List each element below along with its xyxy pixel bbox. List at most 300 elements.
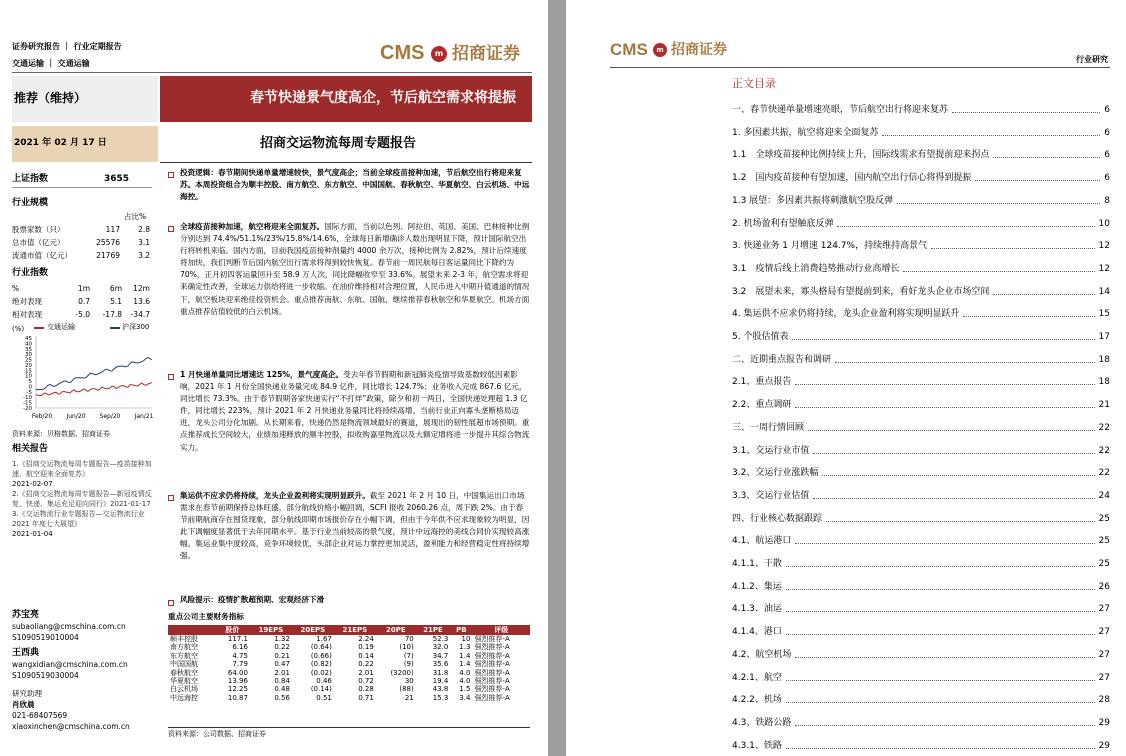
bullet-icon (168, 374, 174, 380)
related-reports-list (12, 459, 158, 539)
y-tick-label: 10 (25, 373, 32, 380)
toc-entry-page: 25 (1098, 559, 1110, 569)
toc-entry-label: 1. 多因素共振，航空将迎来全面复苏 (732, 127, 879, 138)
toc-entry[interactable] (732, 626, 1110, 638)
fin-table-title: 重点公司主要财务指标 (168, 612, 244, 621)
toc-entry-label: 3.3、交运行业估值 (732, 490, 810, 501)
paragraph-body: 受去年春节假期和新冠肺炎疫情导致基数较低因素影响，2021 年 1 月份全国快递业务量完成 84.9 亿件，同比增长 124.7%；业务收入完成 867.6 亿元，同比增长 73.3%。由于春节假期各家快递实行“不打烊”政策，除夕和初一两日，全国快递处理超 1.3 亿件，同比增长 223%，预计 2021 年 2 月快递业务量同比将持续高增。当前行业正向寡头垄断格局迈进，龙头公司分化加剧。从长期来看，快递仍然是物流领域最好的赛道，展现出的韧性展超市场预期。重点推荐成长空间较大，业绩加速释放的顺丰控股，拟收购嘉里物流以及大额定增将进一步提升其综合物流实力。 (180, 370, 530, 452)
analyst-cert: S1090519010004 (12, 633, 79, 642)
analyst-email[interactable]: subaoliang@cmschina.com.cn (12, 622, 126, 631)
table-cell: 0.28 (358, 685, 374, 694)
toc-leader-dots (813, 453, 1095, 454)
related-report-date: 2021-02-07 (12, 480, 53, 488)
paragraph-aviation (180, 221, 530, 367)
toc-entry-page: 29 (1098, 717, 1110, 728)
toc-entry-label: 二、近期重点报告和调研 (732, 354, 832, 365)
toc-entry-page: 24 (1098, 490, 1110, 501)
table-cell: 0.84 (274, 677, 290, 686)
toc-entry-label: 2. 机场盈利有望触底反弹 (732, 218, 834, 229)
title-banner (160, 76, 532, 122)
y-tick-label: -5 (26, 389, 32, 396)
toc-leader-dots (786, 589, 1095, 590)
table-cell: 强烈推荐-A (474, 635, 510, 643)
toc-entry[interactable] (732, 445, 1110, 457)
toc-entry[interactable] (732, 376, 1110, 388)
table-cell: 6.16 (232, 643, 248, 652)
paragraph-heading: 集运供不应求仍将持续，龙头企业盈利将实现明显跃升。 (180, 491, 370, 500)
table-row (168, 643, 530, 651)
table-cell: 强烈推荐-A (474, 660, 510, 669)
y-tick-label: 45 (25, 336, 32, 342)
perf-cell: -17.8 (102, 310, 122, 319)
toc-entry-page: 22 (1098, 468, 1110, 479)
perf-head-cell: % (12, 284, 20, 293)
toc-leader-dots (952, 112, 1100, 113)
toc-entry-label: 3.1 疫情后线上消费趋势推动行业高增长 (732, 263, 900, 274)
performance-title: 行业指数 (12, 268, 49, 278)
toc-entry[interactable] (732, 195, 1110, 207)
toc-entry-page: 6 (1104, 127, 1110, 138)
toc-leader-dots (993, 157, 1100, 158)
table-cell: 70 (404, 635, 414, 643)
perf-row-label: 绝对表现 (12, 297, 42, 306)
paragraph-heading: 全球疫苗接种加速，航空将迎来全面复苏。 (180, 222, 325, 231)
toc-entry-page: 6 (1104, 105, 1110, 115)
toc-entry-page: 25 (1098, 536, 1110, 547)
index-label: 上证指数 (12, 174, 49, 184)
investment-logic: 投资逻辑：春节期间快递单量增速较快，景气度高企；当前全球疫苗接种加速，节后航空出行将迎来复苏。本周投资组合为顺丰控股、南方航空、东方航空、中国国航、春秋航空、华夏航空、白云机场、中远海控。 (180, 168, 530, 202)
x-tick-label: Sep/20 (99, 413, 121, 420)
analyst-name: 王西典 (12, 648, 40, 658)
table-cell: 4.0 (459, 677, 471, 686)
table-cell: 3.4 (459, 693, 471, 702)
perf-cell: 13.6 (133, 297, 150, 306)
toc-entry[interactable] (732, 218, 1110, 230)
table-row (168, 685, 530, 693)
toc-leader-dots (795, 657, 1095, 658)
toc-leader-dots (792, 339, 1095, 340)
toc-entry[interactable] (732, 490, 1110, 502)
toc-entry-label: 1.1 全球疫苗接种比例持续上升，国际线需求有望提前迎来拐点 (732, 150, 990, 161)
toc-entry-page: 6 (1104, 150, 1110, 161)
analyst-2 (12, 648, 128, 681)
toc-entry[interactable] (732, 286, 1110, 298)
toc-entry-label: 4.1.1、干散 (732, 559, 782, 569)
toc-leader-dots (786, 634, 1095, 635)
table-cell: 35.6 (432, 660, 449, 669)
table-cell: 1.4 (459, 651, 471, 660)
toc-leader-dots (822, 475, 1095, 476)
scale-row-value: 25576 (96, 238, 120, 247)
toc-entry[interactable] (732, 694, 1110, 706)
table-cell: 32.0 (432, 643, 449, 652)
toc-entry[interactable] (732, 649, 1110, 661)
toc-entry-label: 4.1、航运港口 (732, 536, 792, 547)
y-tick-label: 30 (25, 352, 32, 359)
toc-leader-dots (826, 521, 1095, 522)
toc-entry-label: 5. 个股估值表 (732, 332, 789, 342)
related-report-item[interactable]: 3.《交运物流行业专题报告—交运物流行业 2021 年度七大展望》 (12, 510, 145, 528)
toc-entry-page: 22 (1098, 445, 1110, 456)
report-date: 2021 年 02 月 17 日 (14, 138, 107, 148)
table-row (168, 660, 530, 668)
perf-head-cell: 1m (77, 284, 90, 293)
index-performance-chart (12, 334, 154, 422)
toc-entry[interactable] (732, 104, 1110, 116)
table-cell: 13.96 (227, 677, 248, 686)
toc-entry[interactable] (732, 513, 1110, 525)
brand-name: 招商证券 (671, 42, 727, 58)
table-cell: 0.48 (274, 685, 290, 694)
table-cell: (7) (403, 651, 414, 660)
paragraph-express (180, 369, 530, 489)
toc-entry-page: 17 (1098, 332, 1110, 342)
x-tick-label: Jun/20 (66, 413, 86, 420)
toc-entry-label: 3.1、交运行业市值 (732, 445, 810, 456)
table-row (168, 652, 530, 660)
x-tick-label: Jan/21 (134, 413, 154, 420)
y-tick-label: 0 (28, 384, 32, 391)
banner-title: 春节快递景气度高企，节后航空需求将提振 (250, 90, 516, 106)
financial-indicators-table (168, 625, 530, 702)
table-cell: 10 (461, 635, 471, 643)
toc-entry-page: 22 (1098, 422, 1110, 433)
toc-entry[interactable] (732, 354, 1110, 366)
toc-entry-label: 3.2、交运行业涨跌幅 (732, 468, 819, 479)
toc-leader-dots (975, 180, 1100, 181)
toc-entry[interactable] (732, 308, 1110, 320)
title-divider (160, 162, 532, 163)
toc-entry-page: 29 (1098, 740, 1110, 751)
rating: 推荐（维持） (14, 91, 87, 105)
toc-entry-label: 4.2.2、机场 (732, 695, 782, 706)
table-cell: (10) (399, 643, 414, 652)
toc-entry[interactable] (732, 399, 1110, 411)
table-cell: 0.72 (358, 677, 374, 686)
y-tick-label: -15 (23, 400, 32, 407)
toc-entry[interactable] (732, 558, 1110, 570)
toc-leader-dots (795, 384, 1095, 385)
table-cell: 64.00 (227, 668, 248, 677)
table-cell: 强烈推荐-A (474, 685, 510, 694)
toc-leader-dots (795, 543, 1095, 544)
scale-row-label: 流通市值（亿元） (12, 251, 72, 260)
legend-swatch-transport (34, 327, 44, 329)
perf-cell: 5.1 (110, 297, 122, 306)
table-cell: 4.75 (232, 651, 248, 660)
toc-leader-dots (897, 203, 1100, 204)
toc-leader-dots (786, 611, 1095, 612)
toc-entry-page: 28 (1098, 695, 1110, 706)
scale-row-label: 股票家数（只） (12, 225, 65, 234)
table-cell: 0.22 (274, 643, 290, 652)
toc-entry-page: 12 (1098, 263, 1110, 274)
toc-leader-dots (808, 430, 1095, 431)
toc-entry-label: 1.2 国内疫苗接种有望加速，国内航空出行信心将得到提振 (732, 173, 972, 184)
table-cell: 52.3 (432, 635, 449, 643)
toc-entry-label: 2.2、重点调研 (732, 400, 792, 411)
related-report-item[interactable]: 2.《招商交运物流每周专题报告—新冠疫情反复，快递、集运充足迎向同行》2021-01-17 (12, 490, 152, 508)
toc-entry-label: 4.1.4、港口 (732, 627, 782, 638)
fin-table-source: 资料来源：公司数据、招商证券 (168, 730, 266, 738)
y-tick-label: 25 (25, 357, 32, 364)
table-cell: 4.0 (459, 668, 471, 677)
toc-entry-page: 27 (1098, 672, 1110, 683)
table-cell: 12.25 (227, 685, 248, 694)
toc-entry-label: 3. 快递业务 1 月增速 124.7%，持续维持高景气 (732, 241, 928, 252)
related-reports-title: 相关报告 (12, 444, 49, 454)
table-cell: 0.71 (358, 693, 374, 702)
toc-entry-page: 18 (1098, 354, 1110, 365)
toc-entry-label: 4.1.3、油运 (732, 604, 782, 615)
table-cell: 2.01 (274, 668, 290, 677)
table-cell: 华夏航空 (170, 677, 198, 686)
header-divider (12, 72, 532, 73)
rating-box (12, 76, 158, 122)
y-tick-label: 35 (25, 346, 32, 353)
toc-entry-label: 4.3.1、铁路 (732, 740, 782, 751)
scale-row-share: 2.8 (138, 225, 150, 234)
toc-entry-label: 四、行业核心数据跟踪 (732, 513, 823, 524)
analyst-email[interactable]: wangxidian@cmschina.com.cn (12, 660, 128, 669)
bullet-icon (168, 172, 174, 178)
table-cell: (9) (403, 660, 414, 669)
perf-head-cell: 12m (133, 284, 150, 293)
toc-entry[interactable] (732, 467, 1110, 479)
toc-entry-page: 27 (1098, 649, 1110, 660)
table-cell: 1.3 (459, 643, 471, 652)
toc-entry[interactable] (732, 581, 1110, 593)
toc-entry[interactable] (732, 127, 1110, 139)
industry-scale-title: 行业规模 (12, 198, 49, 208)
table-cell: (0.82) (310, 660, 332, 669)
toc-entry[interactable] (732, 672, 1110, 684)
series-hs300-line (36, 358, 152, 390)
table-cell: 30 (404, 677, 414, 686)
toc-leader-dots (993, 294, 1095, 295)
report-page-1 (0, 0, 548, 756)
risk-warning: 风险提示：疫情扩散超预期、宏观经济下滑 (180, 595, 325, 604)
scale-row-value: 117 (105, 225, 120, 234)
table-cell: 10.87 (227, 693, 248, 702)
paragraph-body: 截至 2021 年 2 月 10 日，中国集运出口市场需求在春节前期保持总体旺盛，部分航线价格小幅回调，SCFI 报收 2060.26 点，周下跌 2%。由于春节前期航商存在囤货现象，部分航线即期市场报价存在小幅下调，但由于今年供不应求现象较为明显，因此下调幅度显著低于去年同期水平。基于行业当前较高的景气度，预计中远海控的美线合同价实现较高涨幅。集运业集中度较高，竞争环境较优，头部企业对运力掌控更加灵活，盈利能力和经营稳定性将持续增强。 (180, 491, 530, 561)
bullet-icon (168, 226, 174, 232)
scale-row-share: 3.2 (138, 251, 150, 260)
bullet-icon (168, 495, 174, 501)
toc-entry-page: 14 (1098, 286, 1110, 297)
chart-unit: (%) (12, 325, 25, 333)
toc-entry-page: 18 (1098, 377, 1110, 388)
toc-entry[interactable] (732, 717, 1110, 729)
perf-head-cell: 6m (109, 284, 122, 293)
table-header-cell: 20PE (376, 625, 416, 635)
report-page-2 (566, 0, 1126, 756)
toc-entry[interactable] (732, 535, 1110, 547)
toc-entry[interactable] (732, 263, 1110, 275)
index-value: 3655 (104, 174, 130, 184)
table-cell: 2.24 (358, 635, 374, 643)
table-header-cell: 评级 (472, 625, 530, 635)
table-row (168, 694, 530, 702)
related-report-item[interactable]: 1.《招商交运物流每周专题报告—疫苗接种加速，航空迎来全面复苏》 (12, 460, 152, 478)
toc-entry-page: 27 (1098, 627, 1110, 638)
toc-entry-label: 4.1.2、集运 (732, 581, 782, 592)
perf-cell: 0.7 (78, 297, 90, 306)
scale-row-share: 3.1 (138, 238, 150, 247)
toc-entry[interactable] (732, 740, 1110, 752)
brand-name: 招商证券 (452, 44, 520, 64)
table-cell: 43.8 (432, 685, 449, 694)
toc-leader-dots (786, 702, 1095, 703)
research-assistant (12, 688, 130, 732)
bullet-icon (168, 600, 174, 606)
toc-entry-page: 25 (1098, 513, 1110, 524)
sector-label: 交通运输 ｜ 交通运输 (12, 59, 90, 68)
toc-entry-page: 21 (1098, 400, 1110, 411)
table-cell: 1.32 (274, 635, 290, 643)
table-cell: 中国国航 (170, 660, 198, 669)
analyst-cert: S1090519030004 (12, 671, 79, 680)
toc-entry-page: 6 (1104, 173, 1110, 184)
chart-source: 资料来源：贝格数据、招商证券 (12, 430, 110, 438)
table-cell: 0.46 (316, 677, 332, 686)
table-cell: 南方航空 (170, 643, 198, 652)
table-header-cell: 股价 (215, 625, 250, 635)
toc-entry-page: 8 (1104, 195, 1110, 206)
y-tick-label: 15 (25, 368, 32, 375)
table-header-cell: PB (450, 625, 472, 635)
assistant-email[interactable]: xiaoxinchen@cmschina.com.cn (12, 722, 130, 731)
toc-entry[interactable] (732, 603, 1110, 615)
toc-leader-dots (882, 135, 1100, 136)
report-title: 招商交运物流每周专题报告 (260, 136, 417, 151)
table-cell: 1.4 (459, 660, 471, 669)
toc-entry-label: 4. 集运供不应求仍将持续，龙头企业盈利将实现明显跃升 (732, 309, 960, 320)
perf-row-label: 相对表现 (12, 310, 42, 319)
toc-entry-page: 15 (1098, 309, 1110, 320)
table-cell: 中远海控 (170, 693, 198, 702)
table-cell: (0.02) (310, 668, 332, 677)
table-cell: 强烈推荐-A (474, 668, 510, 677)
toc-leader-dots (903, 271, 1095, 272)
table-cell: (0.66) (310, 651, 332, 660)
toc-entry[interactable] (732, 149, 1110, 161)
toc-leader-dots (963, 316, 1095, 317)
y-tick-label: -10 (23, 395, 32, 402)
scale-row-value: 21769 (96, 251, 120, 260)
toc-entry-label: 1.3 展望：多因素共振将刺激航空股反弹 (732, 195, 894, 206)
legend-transport: 交通运输 (47, 323, 75, 331)
table-cell: 21 (404, 693, 414, 702)
table-cell: 1.5 (459, 685, 471, 694)
table-cell: 19.4 (432, 677, 449, 686)
brand-emblem-icon: m (653, 43, 667, 57)
toc-leader-dots (931, 248, 1095, 249)
y-tick-label: -20 (23, 406, 32, 412)
header-divider (610, 67, 1110, 68)
sidebar-divider (12, 187, 152, 188)
toc-entry-page: 10 (1098, 218, 1110, 229)
legend-hs300: 沪深300 (122, 323, 150, 331)
scale-col-header: 占比% (124, 212, 147, 221)
table-cell: (88) (399, 685, 414, 694)
table-cell: 白云机场 (170, 685, 198, 694)
table-cell: 强烈推荐-A (474, 693, 510, 702)
x-tick-label: Feb/20 (31, 413, 53, 420)
cms-logo: CMS (380, 42, 425, 64)
y-tick-label: 5 (28, 379, 32, 386)
table-cell: 0.19 (358, 643, 374, 652)
toc-entry-label: 一、春节快递单量增速亮眼，节后航空出行将迎来复苏 (732, 105, 949, 115)
table-cell: 0.47 (274, 660, 290, 669)
table-cell: 0.56 (274, 693, 290, 702)
table-cell: 7.79 (232, 660, 248, 669)
brand-emblem-icon: m (431, 46, 447, 62)
table-cell: 0.51 (316, 693, 332, 702)
table-cell: 0.21 (274, 651, 290, 660)
toc-entry-label: 4.2.1、航空 (732, 672, 782, 683)
toc-leader-dots (786, 566, 1095, 567)
paragraph-container-shipping (180, 490, 530, 588)
perf-cell: -5.0 (75, 310, 90, 319)
toc-entry-label: 3.2 展望未来，寡头格局有望提前到来，看好龙头企业市场空间 (732, 286, 990, 297)
analyst-1 (12, 610, 126, 643)
paragraph-heading: 1 月快递单量同比增速达 125%，景气度高企。 (180, 370, 344, 379)
series-transport-line (36, 382, 152, 395)
toc-entry-page: 26 (1098, 581, 1110, 592)
toc-entry-label: 4.2、航空机场 (732, 649, 792, 660)
toc-entry-label: 三、一周行情回顾 (732, 422, 805, 433)
related-report-date: 2021-01-04 (12, 530, 53, 538)
table-cell: 2.01 (358, 668, 374, 677)
table-header-cell: 21PE (416, 625, 451, 635)
table-header-cell: 19EPS (250, 625, 292, 635)
legend-swatch-hs300 (110, 327, 120, 329)
header-right-label: 行业研究 (1076, 55, 1108, 64)
y-tick-label: 40 (25, 341, 32, 348)
table-row (168, 669, 530, 677)
toc-entry[interactable] (732, 331, 1110, 343)
table-cell: 强烈推荐-A (474, 643, 510, 652)
scale-row-label: 总市值（亿元） (12, 238, 65, 247)
toc-entry[interactable] (732, 422, 1110, 434)
table-cell: 东方航空 (170, 651, 198, 660)
toc-entry[interactable] (732, 240, 1110, 252)
toc-title: 正文目录 (732, 77, 776, 90)
toc-leader-dots (813, 498, 1095, 499)
report-type: 证券研究报告 ｜ 行业定期报告 (12, 42, 122, 51)
assistant-name: 肖欣晨 (12, 700, 35, 709)
table-cell: 34.7 (432, 651, 449, 660)
toc-leader-dots (837, 226, 1095, 227)
analyst-name: 苏宝亮 (12, 610, 40, 620)
table-cell: (0.14) (310, 685, 332, 694)
paragraph-body: 国际方面，当前以色列、阿拉伯、英国、美国、巴林接种比例分别达到 74.4%/51.1%/23%/15.8%/14.6%，全球每日新增确诊人数出现明显下降，预计国际航空出行将转机来临。国内方面，目前我国疫苗接种剂量约 4000 余万次，接种比例为 2.82%，预计后续速度将加快，我们判断节后国内航空出行需求将得到较快恢复。春节前一周民航每日客运量同比下降约为 70%，正月初四客运量回升至 58.9 万人次，同比降幅收窄至 33.6%。展望未来 2-3 年，航空需求将迎来确定性改善，全球运力供给将进一步收缩。在油价维持相对合理位置，人民币进入中期升值通道的情况下，航空板块迎来绝佳投资机会。重点推荐南航、东航、国航，继续推荐春秋航空和华夏航空。机场方面重点推荐估值较低的白云机场。 (180, 222, 530, 316)
table-cell: 强烈推荐-A (474, 651, 510, 660)
table-cell: (0.64) (310, 643, 332, 652)
cms-logo: CMS (610, 40, 648, 59)
table-cell: 春秋航空 (170, 668, 198, 677)
table-header-cell: 20EPS (292, 625, 334, 635)
toc-entry-page: 12 (1098, 241, 1110, 252)
table-cell: 0.22 (358, 660, 374, 669)
y-tick-label: 20 (25, 362, 32, 369)
toc-entry[interactable] (732, 172, 1110, 184)
toc-leader-dots (835, 362, 1095, 363)
toc-entry-label: 4.3、铁路公路 (732, 717, 792, 728)
table-bottom-rule (168, 727, 530, 728)
table-cell: (3200) (390, 668, 414, 677)
